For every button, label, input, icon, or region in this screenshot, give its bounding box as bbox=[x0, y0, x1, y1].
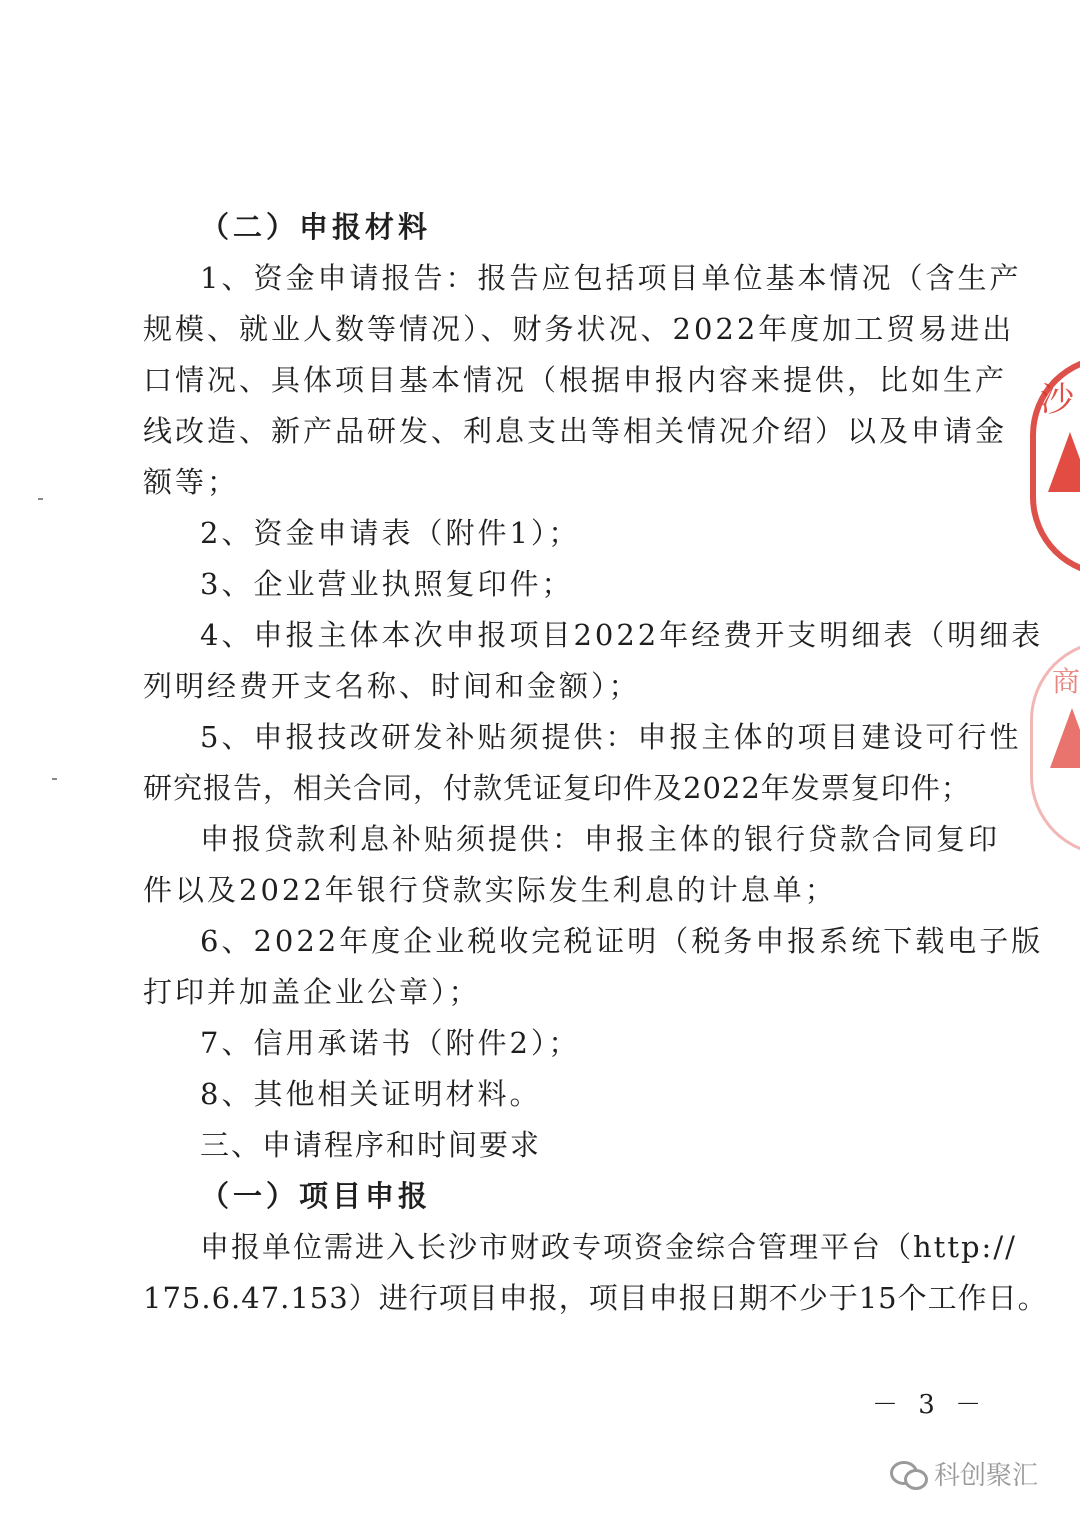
paragraph-line: 件以及2022年银行贷款实际发生利息的计息单； bbox=[143, 873, 837, 907]
watermark bbox=[890, 1455, 1038, 1492]
scan-speck bbox=[38, 498, 43, 500]
paragraph-line: 口情况、具体项目基本情况（根据申报内容来提供，比如生产 bbox=[143, 363, 1008, 397]
paragraph-line: 175.6.47.153）进行项目申报，项目申报日期不少于15个工作日。 bbox=[143, 1281, 1048, 1315]
scan-speck bbox=[52, 778, 57, 780]
paragraph-line: 研究报告，相关合同，付款凭证复印件及2022年发票复印件； bbox=[143, 771, 971, 805]
seal-character: 商 bbox=[1052, 665, 1080, 698]
paragraph-line: 6、2022年度企业税收完税证明（税务申报系统下载电子版 bbox=[200, 924, 1044, 958]
paragraph-line: 申报贷款利息补贴须提供：申报主体的银行贷款合同复印 bbox=[200, 822, 1001, 856]
paragraph-line: 申报单位需进入长沙市财政专项资金综合管理平台（http:// bbox=[200, 1230, 1017, 1264]
seal-character: 沙 bbox=[1040, 380, 1074, 420]
paragraph-line: 8、其他相关证明材料。 bbox=[200, 1077, 542, 1111]
watermark-text: 科创聚汇 bbox=[934, 1461, 1039, 1491]
wechat-icon bbox=[890, 1459, 928, 1489]
paragraph-line: 3、企业营业执照复印件； bbox=[200, 567, 574, 601]
subsection-heading-project: （一）项目申报 bbox=[200, 1179, 432, 1213]
section-heading-materials: （二）申报材料 bbox=[200, 210, 432, 244]
section-heading-procedure: 三、申请程序和时间要求 bbox=[200, 1128, 542, 1162]
paragraph-line: 5、申报技改研发补贴须提供：申报主体的项目建设可行性 bbox=[200, 720, 1022, 754]
paragraph-line: 4、申报主体本次申报项目2022年经费开支明细表（明细表 bbox=[200, 618, 1044, 652]
paragraph-line: 规模、就业人数等情况）、财务状况、2022年度加工贸易进出 bbox=[143, 312, 1015, 346]
paragraph-line: 打印并加盖企业公章）； bbox=[143, 975, 481, 1009]
seal-star-icon bbox=[1048, 432, 1080, 492]
page-number: － 3 － bbox=[872, 1390, 988, 1420]
paragraph-line: 1、资金申请报告：报告应包括项目单位基本情况（含生产 bbox=[200, 261, 1022, 295]
paragraph-line: 2、资金申请表（附件1）； bbox=[200, 516, 581, 550]
paragraph-line: 列明经费开支名称、时间和金额）； bbox=[143, 669, 641, 703]
paragraph-line: 额等； bbox=[143, 465, 240, 499]
seal-star-icon bbox=[1050, 708, 1080, 768]
paragraph-line: 7、信用承诺书（附件2）； bbox=[200, 1026, 581, 1060]
paragraph-line: 线改造、新产品研发、利息支出等相关情况介绍）以及申请金 bbox=[143, 414, 1008, 448]
